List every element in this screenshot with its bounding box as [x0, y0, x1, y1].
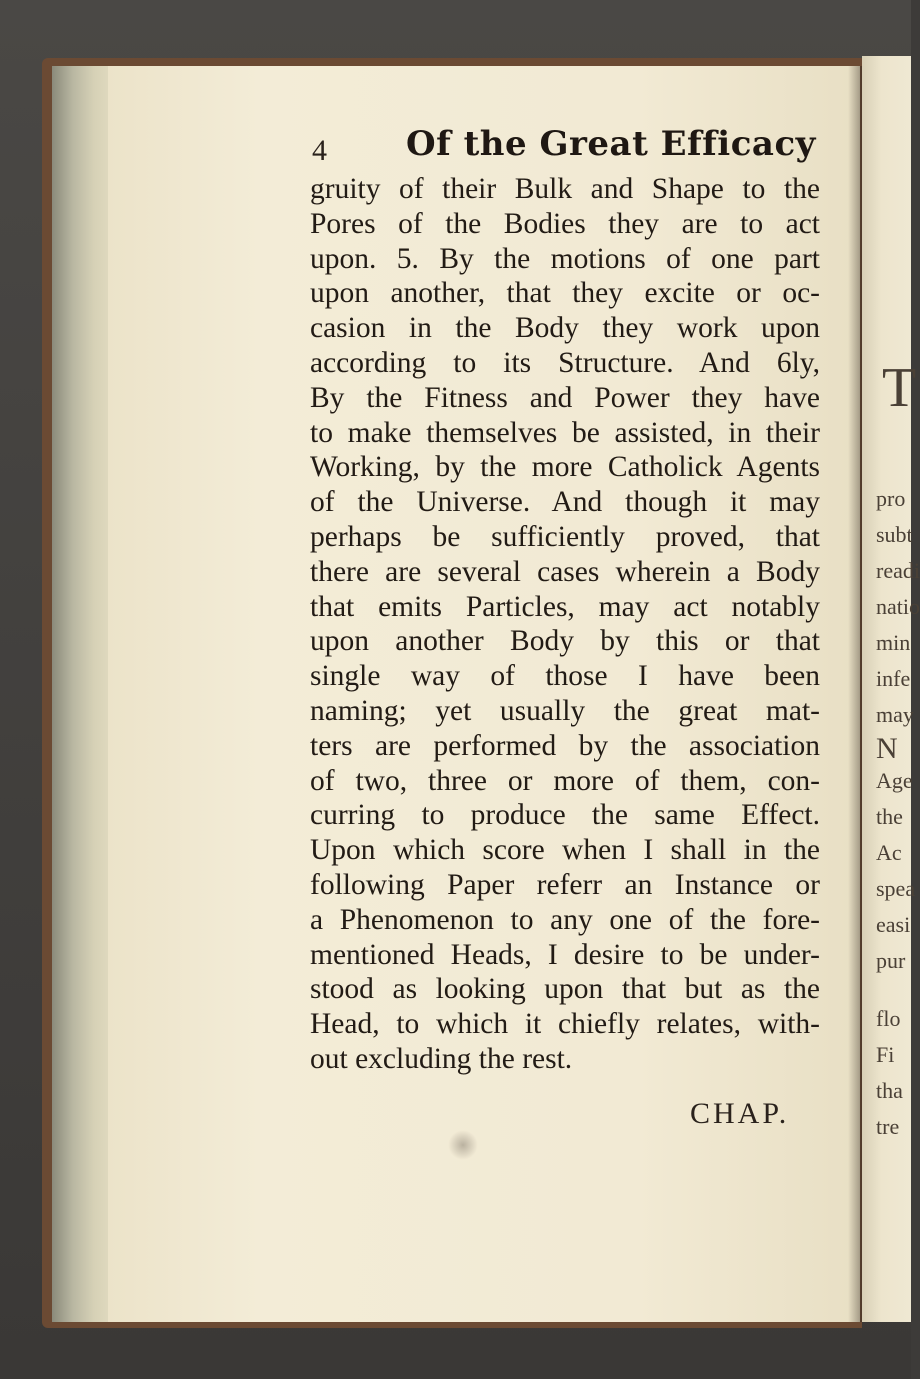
- text-line: ters are performed by the association: [310, 729, 820, 762]
- facing-fragment: T: [882, 357, 917, 419]
- facing-fragment: tre: [876, 1114, 900, 1139]
- text-line: stood as looking upon that but as the: [310, 973, 820, 1006]
- facing-fragment: the: [876, 804, 903, 829]
- facing-fragment: Fi: [876, 1042, 895, 1067]
- facing-fragment: Age: [876, 768, 913, 793]
- text-line: naming; yet usually the great mat-: [310, 694, 820, 727]
- facing-fragment: pur: [876, 948, 906, 973]
- text-line: Head, to which it chiefly relates, with-: [310, 1008, 820, 1041]
- text-line: Pores of the Bodies they are to act: [310, 207, 820, 240]
- facing-fragment: flo: [876, 1006, 901, 1031]
- text-line: there are several cases wherein a Body: [310, 555, 820, 588]
- text-line: according to its Structure. And 6ly,: [310, 346, 820, 379]
- facing-fragment: infe: [876, 666, 911, 691]
- facing-fragment: spea: [876, 876, 916, 901]
- facing-fragment: Ac: [876, 840, 902, 865]
- text-line: single way of those I have been: [310, 660, 820, 693]
- text-line: By the Fitness and Power they have: [310, 381, 820, 414]
- running-header: [308, 124, 828, 174]
- text-line: out excluding the rest.: [310, 1042, 573, 1075]
- facing-page: [862, 56, 920, 1322]
- text-line: Upon which score when I shall in the: [310, 834, 820, 867]
- running-title: Of the Great Efficacy: [406, 124, 816, 164]
- text-line: upon another, that they excite or oc-: [310, 277, 820, 310]
- text-line: of the Universe. And though it may: [310, 486, 820, 519]
- facing-fragment: tha: [876, 1078, 903, 1103]
- paper-speck: [448, 1130, 478, 1160]
- text-line: perhaps be sufficiently proved, that: [310, 520, 820, 553]
- text-line: to make themselves be assisted, in their: [310, 416, 820, 449]
- page-number: 4: [312, 134, 327, 167]
- body-text: [310, 172, 820, 1077]
- text-line: gruity of their Bulk and Shape to the: [310, 173, 820, 205]
- facing-fragment: N: [876, 732, 898, 765]
- text-line: of two, three or more of them, con-: [310, 764, 820, 797]
- facing-fragment: min: [876, 630, 911, 655]
- facing-fragment: pro: [876, 486, 906, 511]
- text-line: following Paper referr an Instance or: [310, 868, 820, 901]
- text-line: curring to produce the same Effect.: [310, 799, 820, 832]
- facing-fragment: natio: [876, 594, 920, 619]
- catchword: CHAP.: [690, 1097, 790, 1130]
- facing-fragment: may: [876, 702, 914, 727]
- text-line: that emits Particles, may act notably: [310, 590, 820, 623]
- text-line: upon. 5. By the motions of one part: [310, 242, 820, 275]
- facing-fragment: easi: [876, 912, 911, 937]
- text-line: upon another Body by this or that: [310, 625, 820, 658]
- facing-fragment: subt: [876, 522, 913, 547]
- facing-fragment: readi: [876, 558, 920, 583]
- text-line: Working, by the more Catholick Agents: [310, 451, 820, 484]
- text-line: casion in the Body they work upon: [310, 312, 820, 345]
- text-line: a Phenomenon to any one of the fore-: [310, 903, 820, 936]
- text-line: mentioned Heads, I desire to be under-: [310, 938, 820, 971]
